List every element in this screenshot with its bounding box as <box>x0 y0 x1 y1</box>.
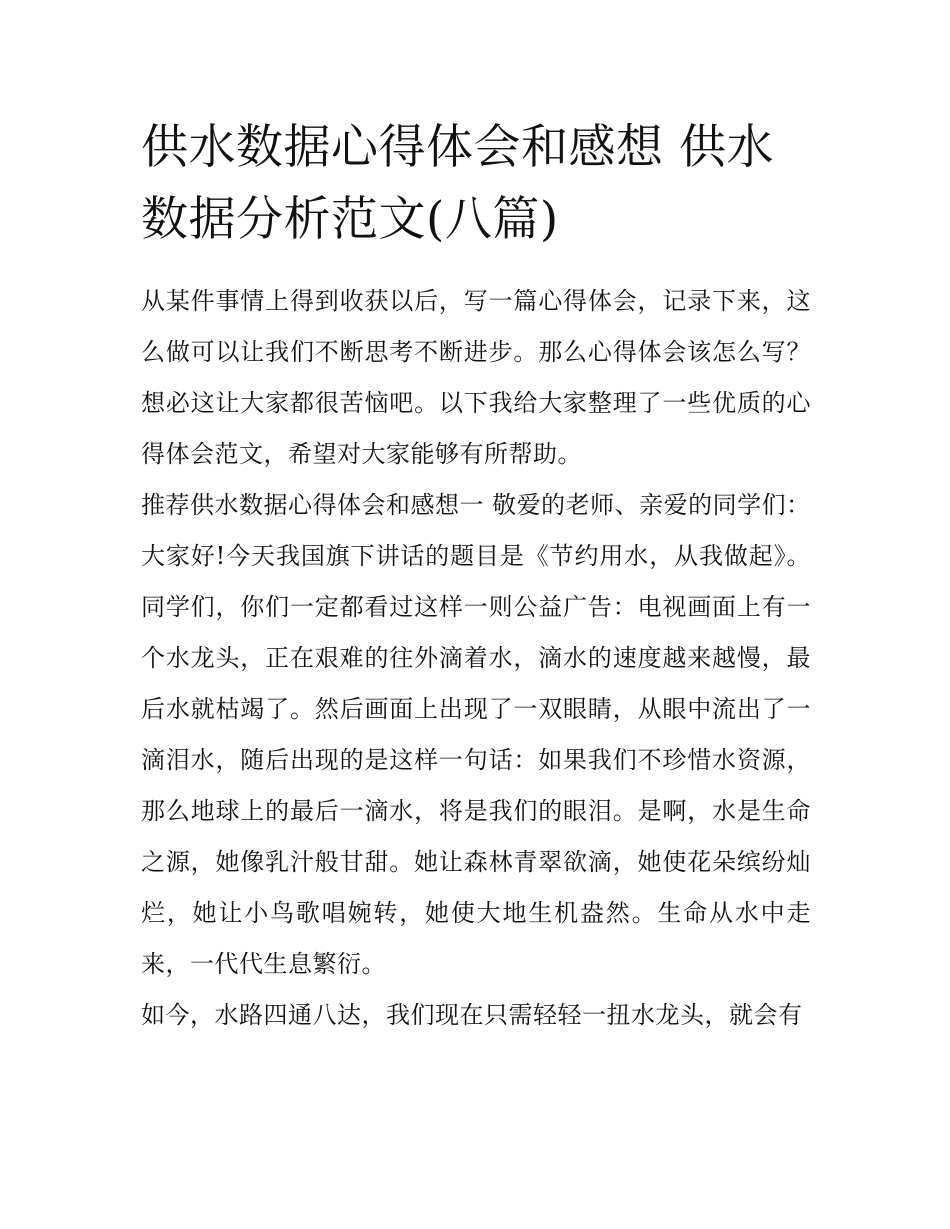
paragraph-speech: 大家好!今天我国旗下讲话的题目是《节约用水，从我做起》。同学们，你们一定都看过这样一则公益广告：电视画面上有一个水龙头，正在艰难的往外滴着水，滴水的速度越来越慢，最后水就枯竭了。然后画面上出现了一双眼睛，从眼中流出了一滴泪水，随后出现的是这样一句话：如果我们不珍惜水资源，那么地球上的最后一滴水，将是我们的眼泪。是啊，水是生命之源，她像乳汁般甘甜。她让森林青翠欲滴，她使花朵缤纷灿烂，她让小鸟歌唱婉转，她使大地生机盎然。生命从水中走来，一代代生息繁衍。 <box>141 542 811 978</box>
paragraph-intro: 从某件事情上得到收获以后，写一篇心得体会，记录下来，这么做可以让我们不断思考不断进步。那么心得体会该怎么写？想必这让大家都很苦恼吧。以下我给大家整理了一些优质的心得体会范文，希望对大家能够有所帮助。 <box>141 287 811 468</box>
document-title: 供水数据心得体会和感想 供水数据分析范文(八篇) <box>141 120 774 247</box>
document-content <box>141 112 811 1041</box>
paragraph-continuation: 如今，水路四通八达，我们现在只需轻轻一扭水龙头，就会有 <box>141 1001 803 1029</box>
paragraph-greeting: 推荐供水数据心得体会和感想一 敬爱的老师、亲爱的同学们： <box>141 491 811 519</box>
